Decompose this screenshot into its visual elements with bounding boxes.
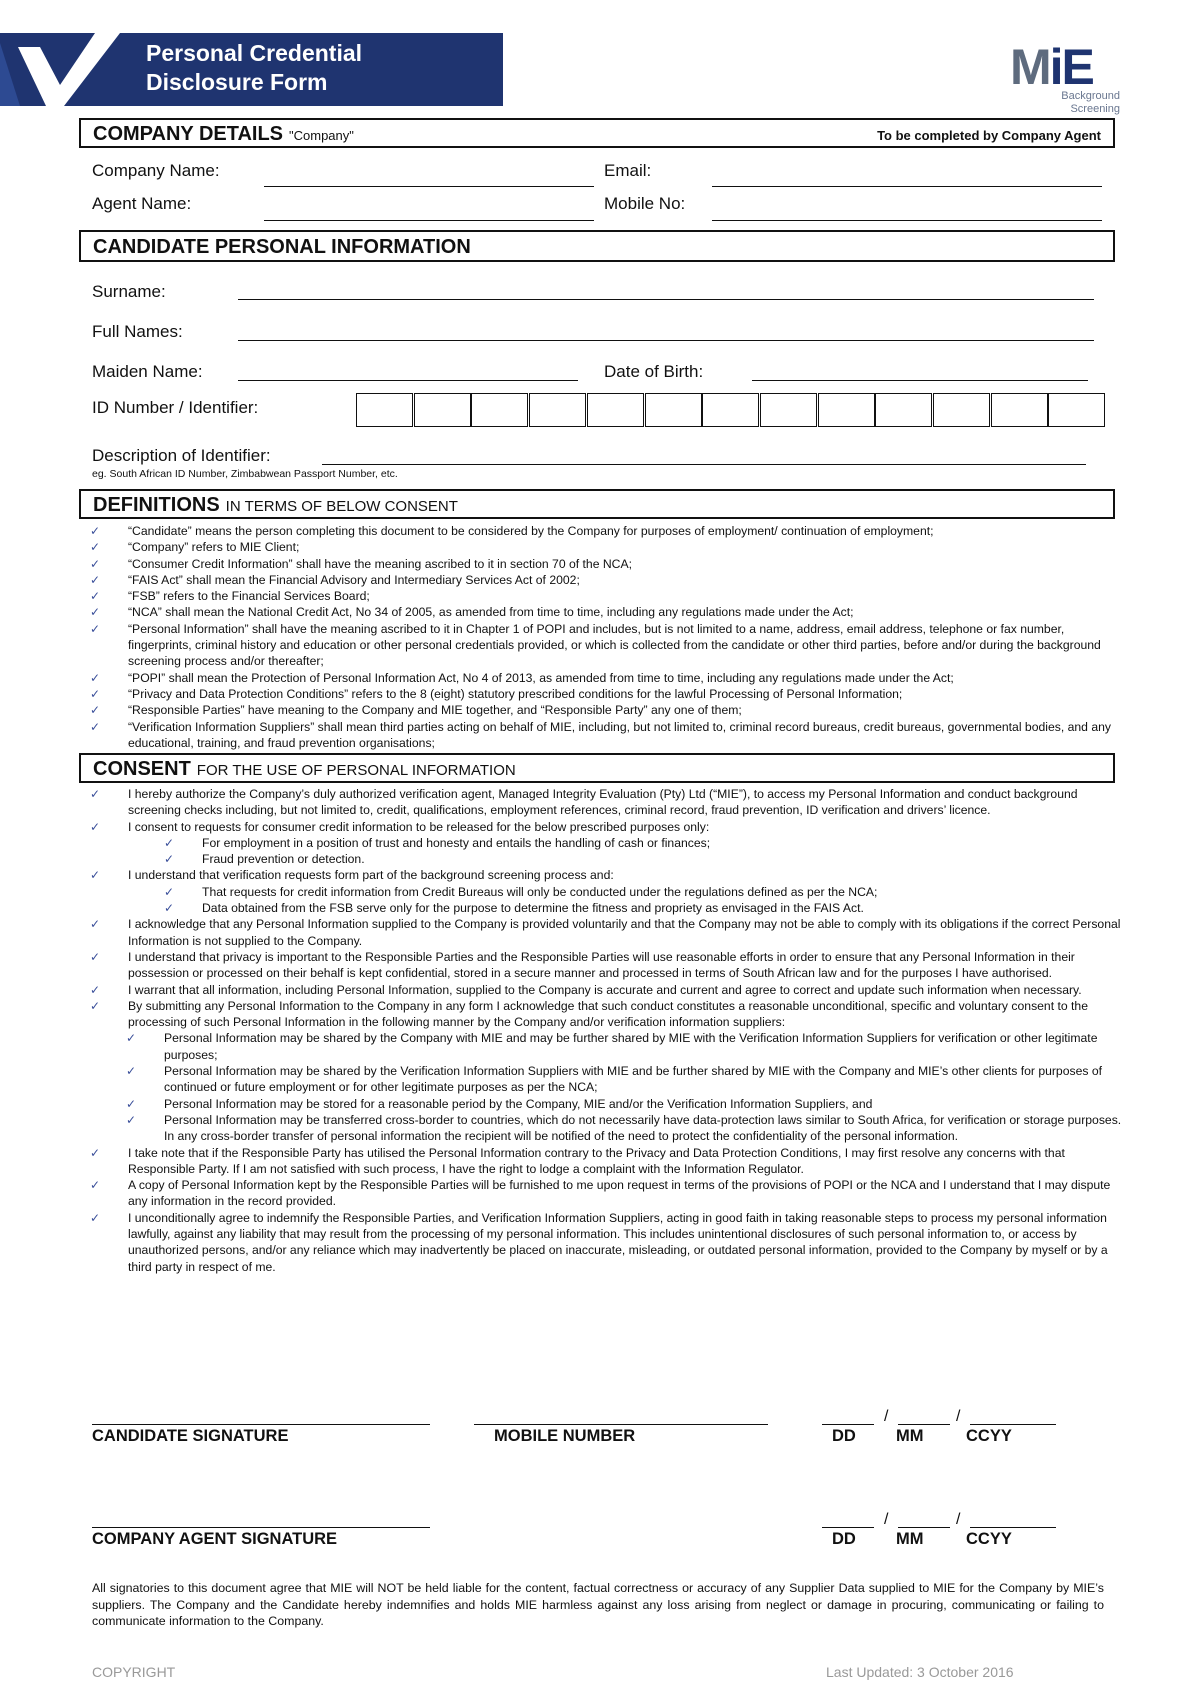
- full-names-field[interactable]: [238, 340, 1094, 341]
- check-bullet-icon: ✓: [126, 1112, 137, 1127]
- check-bullet-icon: ✓: [90, 982, 101, 997]
- date-mm-field-1[interactable]: [898, 1424, 950, 1425]
- definition-text: “NCA” shall mean the National Credit Act, No 34 of 2005, as amended from time to time, including any regulations made under the Act;: [128, 605, 854, 620]
- date-dd-field-1[interactable]: [822, 1424, 874, 1425]
- consent-text: I take note that if the Responsible Party has utilised the Personal Information contrary to the Privacy and Data Protection Conditions, I may first resolve any concerns with that Responsible Party. If I am not satisfied with such process, I have the right to lodge a complaint with the Information Regulator.: [128, 1145, 1065, 1176]
- consent-item: [90, 1063, 1130, 1096]
- company-name-field[interactable]: [264, 186, 594, 187]
- check-bullet-icon: ✓: [90, 787, 101, 801]
- id-digit-box[interactable]: [818, 393, 875, 427]
- check-bullet-icon: ✓: [90, 1145, 101, 1160]
- consent-text: I unconditionally agree to indemnify the Responsible Parties, and Verification Information Suppliers, acting in good faith in taking reasonable steps to process my personal information lawfully, against any liability that may result from the processing of my personal information. This includes unintentional disclosures of such personal information to, or access by unauthorized persons, and/or any reliance which may inadvertently be placed on inaccurate, misleading, or outdated personal information, provided to the Company by myself or by a third party in respect of me.: [128, 1210, 1108, 1274]
- mobile-label: Mobile No:: [604, 194, 686, 213]
- consent-text: I acknowledge that any Personal Information supplied to the Company is provided voluntarily and that the Company may not be able to comply with its obligations if the correct Personal Information is not supplied to the Company.: [128, 917, 1121, 948]
- copyright-text: COPYRIGHT: [92, 1664, 176, 1680]
- check-bullet-icon: ✓: [90, 524, 101, 538]
- consent-item: [90, 1112, 1130, 1145]
- maiden-name-label: Maiden Name:: [92, 362, 203, 381]
- definition-item: [90, 588, 1130, 604]
- definition-item: [90, 702, 1130, 718]
- checkmark-logo-icon: [0, 33, 140, 106]
- consent-item: [90, 1096, 1130, 1112]
- form-title-line1: Personal Credential: [146, 40, 363, 66]
- id-digit-box[interactable]: [1048, 393, 1105, 427]
- definition-item: [90, 621, 1130, 670]
- consent-item: [90, 1177, 1130, 1210]
- consent-text: Personal Information may be shared by the Verification Information Suppliers with MIE and be further shared by MIE with the Company and MIE’s other clients for purposes of continued or future employment or for other legitimate purposes as per the NCA;: [164, 1064, 1103, 1095]
- check-bullet-icon: ✓: [90, 1210, 101, 1225]
- id-number-label: ID Number / Identifier:: [92, 398, 259, 417]
- check-bullet-icon: ✓: [90, 540, 101, 555]
- consent-text: I hereby authorize the Company’s duly authorized verification agent, Managed Integrity Evaluation (Pty) Ltd (“MIE”), to access my Personal Information and conduct background screening checks including, but not limited to, credit, qualifications, employment references, criminal record, fraud prevention, ID verification and drivers’ licence.: [128, 787, 1078, 818]
- definition-item: [90, 556, 1130, 572]
- last-updated-text: Last Updated: 3 October 2016: [826, 1664, 1014, 1680]
- id-digit-box[interactable]: [356, 393, 413, 427]
- consent-item: [90, 1145, 1130, 1178]
- mie-brand: MiE: [1010, 39, 1093, 95]
- definitions-list: [90, 523, 1130, 751]
- definition-text: “POPI” shall mean the Protection of Personal Information Act, No 4 of 2013, as amended from time to time, including any regulations made under the Act;: [128, 670, 954, 685]
- maiden-name-field[interactable]: [238, 380, 578, 381]
- agent-signature-label: COMPANY AGENT SIGNATURE: [92, 1530, 338, 1548]
- consent-item: [90, 884, 1130, 900]
- agent-name-field[interactable]: [264, 220, 594, 221]
- check-bullet-icon: ✓: [90, 949, 101, 964]
- consent-item: [90, 916, 1130, 949]
- surname-field[interactable]: [238, 299, 1094, 300]
- check-bullet-icon: ✓: [164, 852, 175, 867]
- consent-item: [90, 998, 1130, 1031]
- definitions-section: [79, 489, 1115, 519]
- definition-text: “Candidate” means the person completing this document to be considered by the Company for purposes of employment/ continuation of employment;: [128, 524, 934, 538]
- id-digit-box[interactable]: [471, 393, 528, 427]
- mm-label: MM: [896, 1530, 924, 1548]
- check-bullet-icon: ✓: [90, 998, 101, 1013]
- dd-label: DD: [832, 1530, 856, 1548]
- id-digit-box[interactable]: [529, 393, 586, 427]
- consent-text: I warrant that all information, including Personal Information, supplied to the Company is accurate and current and agree to correct and update such information when necessary.: [128, 982, 1082, 997]
- check-bullet-icon: ✓: [164, 901, 175, 916]
- definition-text: “FAIS Act” shall mean the Financial Advisory and Intermediary Services Act of 2002;: [128, 572, 580, 587]
- id-digit-box[interactable]: [760, 393, 817, 427]
- full-names-label: Full Names:: [92, 322, 183, 341]
- check-bullet-icon: ✓: [90, 686, 101, 701]
- company-name-label: Company Name:: [92, 161, 220, 180]
- consent-text: Personal Information may be transferred cross-border to countries, which do not necessarily have data-protection laws similar to South Africa, for verification or storage purposes. In any cross-border transfer of personal information the recipient will be notified of the need to protect the confidentiality of the personal information.: [164, 1112, 1122, 1144]
- dd-label: DD: [832, 1427, 856, 1445]
- consent-item: [90, 835, 1130, 851]
- check-bullet-icon: ✓: [90, 868, 101, 883]
- consent-item: [90, 867, 1130, 883]
- consent-text: I understand that privacy is important to the Responsible Parties and the Responsible Parties will use reasonable efforts in order to ensure that any Personal Information in their possession or processed on their behalf is kept confidential, stored in a secure manner and processed in terms of South African law and for the purposes I have authorised.: [128, 949, 1075, 981]
- definition-text: “Consumer Credit Information” shall have the meaning ascribed to it in section 70 of the NCA;: [128, 556, 632, 571]
- logo-tagline: Background Screening: [1061, 90, 1120, 115]
- consent-text: Personal Information may be stored for a reasonable period by the Company, MIE and/or the Verification Information Suppliers, and: [164, 1096, 873, 1111]
- check-bullet-icon: ✓: [90, 605, 101, 620]
- date-slash: /: [956, 1408, 961, 1425]
- mie-logo: [1010, 20, 1120, 120]
- id-digit-box[interactable]: [414, 393, 471, 427]
- mm-label: MM: [896, 1427, 924, 1445]
- definition-item: [90, 523, 1130, 539]
- date-slash: /: [884, 1408, 889, 1425]
- consent-text: A copy of Personal Information kept by the Responsible Parties will be furnished to me upon request in terms of the provisions of POPI or the NCA and I understand that I may dispute any information in the record provided.: [128, 1178, 1111, 1209]
- dob-field[interactable]: [752, 380, 1088, 381]
- definition-text: “Company” refers to MIE Client;: [128, 540, 300, 555]
- consent-text: Personal Information may be shared by the Company with MIE and may be further shared by MIE with the Verification Information Suppliers for verification or other legitimate purposes;: [164, 1031, 1098, 1062]
- agent-signature-field[interactable]: [92, 1527, 430, 1528]
- ccyy-label: CCYY: [966, 1427, 1012, 1445]
- consent-text: Fraud prevention or detection.: [202, 852, 365, 867]
- mobile-field[interactable]: [712, 220, 1102, 221]
- definition-text: “Personal Information” shall have the meaning ascribed to it in Chapter 1 of POPI and includes, but is not limited to a name, address, email address, telephone or fax number, fingerprints, criminal history and education or other personal credentials provided, or which is collected from the candidate or other third parties, before and/or during the background screening process and/or thereafter;: [128, 621, 1101, 669]
- completed-by-note: To be completed by Company Agent: [877, 128, 1101, 143]
- surname-label: Surname:: [92, 282, 166, 301]
- date-ccyy-field-1[interactable]: [970, 1424, 1056, 1425]
- check-bullet-icon: ✓: [164, 884, 175, 899]
- consent-section: [79, 753, 1115, 783]
- company-details-section: [79, 118, 1115, 148]
- consent-text: Data obtained from the FSB serve only for the purpose to determine the fitness and propriety as envisaged in the FAIS Act.: [202, 901, 864, 916]
- section-heading: DEFINITIONS IN TERMS OF BELOW CONSENT: [93, 494, 458, 516]
- candidate-signature-label: CANDIDATE SIGNATURE: [92, 1427, 289, 1445]
- section-heading: CANDIDATE PERSONAL INFORMATION: [93, 236, 471, 258]
- check-bullet-icon: ✓: [164, 835, 175, 850]
- identifier-example: eg. South African ID Number, Zimbabwean Passport Number, etc.: [92, 468, 398, 480]
- check-bullet-icon: ✓: [126, 1064, 137, 1079]
- id-digit-box[interactable]: [702, 393, 759, 427]
- id-digit-box[interactable]: [587, 393, 644, 427]
- id-digit-box[interactable]: [875, 393, 932, 427]
- definition-text: “Verification Information Suppliers” shall mean third parties acting on behalf of MIE, including, but not limited to, criminal record bureaus, credit bureaus, governmental bodies, and any educational, training, and fraud prevention organisations;: [128, 719, 1111, 750]
- consent-item: [90, 851, 1130, 867]
- consent-text: I consent to requests for consumer credit information to be released for the below prescribed purposes only:: [128, 819, 710, 834]
- consent-text: I understand that verification requests form part of the background screening process and:: [128, 868, 614, 883]
- check-bullet-icon: ✓: [90, 819, 101, 834]
- check-bullet-icon: ✓: [90, 917, 101, 932]
- consent-item: [90, 786, 1130, 819]
- definition-item: [90, 539, 1130, 555]
- id-digit-box[interactable]: [991, 393, 1048, 427]
- definition-item: [90, 719, 1130, 752]
- section-heading: CONSENT FOR THE USE OF PERSONAL INFORMATION: [93, 758, 516, 780]
- definition-text: “FSB” refers to the Financial Services Board;: [128, 589, 370, 604]
- dob-label: Date of Birth:: [604, 362, 704, 381]
- definition-item: [90, 670, 1130, 686]
- check-bullet-icon: ✓: [90, 589, 101, 604]
- email-label: Email:: [604, 161, 652, 180]
- form-header-banner: [0, 33, 503, 106]
- identifier-description-field[interactable]: [322, 464, 1086, 465]
- consent-item: [90, 949, 1130, 982]
- definition-item: [90, 686, 1130, 702]
- mobile-number-field[interactable]: [474, 1424, 768, 1425]
- email-field[interactable]: [712, 186, 1102, 187]
- date-mm-field-2[interactable]: [898, 1527, 950, 1528]
- consent-item: [90, 1210, 1130, 1275]
- check-bullet-icon: ✓: [126, 1096, 137, 1111]
- ccyy-label: CCYY: [966, 1530, 1012, 1548]
- consent-list: [90, 786, 1130, 1275]
- definition-item: [90, 604, 1130, 620]
- consent-text: By submitting any Personal Information to the Company in any form I acknowledge that such conduct constitutes a reasonable unconditional, specific and voluntary consent to the processing of such Personal Information in the following manner by the Company and/or verification information suppliers:: [128, 998, 1088, 1030]
- consent-item: [90, 900, 1130, 916]
- definition-text: “Privacy and Data Protection Conditions” refers to the 8 (eight) statutory prescribed conditions for the lawful Processing of Personal Information;: [128, 686, 903, 701]
- check-bullet-icon: ✓: [90, 556, 101, 571]
- check-bullet-icon: ✓: [126, 1031, 137, 1046]
- check-bullet-icon: ✓: [90, 621, 101, 636]
- check-bullet-icon: ✓: [90, 670, 101, 685]
- check-bullet-icon: ✓: [90, 719, 101, 734]
- definition-text: “Responsible Parties” have meaning to the Company and MIE together, and “Responsible Party” any one of them;: [128, 703, 742, 718]
- candidate-signature-field[interactable]: [92, 1424, 430, 1425]
- date-slash: /: [884, 1511, 889, 1528]
- liability-disclaimer: All signatories to this document agree that MIE will NOT be held liable for the content, factual correctness or accuracy of any Supplier Data supplied to MIE for the Company by MIE’s suppliers. The Company and the Candidate hereby indemnifies and holds MIE harmless against any loss arising from neglect or damage in procuring, communicating or failing to communicate information to the Company.: [92, 1581, 1104, 1628]
- consent-text: That requests for credit information from Credit Bureaus will only be conducted under the regulations defined as per the NCA;: [202, 884, 878, 899]
- section-heading: COMPANY DETAILS "Company": [93, 123, 354, 145]
- id-digit-box[interactable]: [645, 393, 702, 427]
- check-bullet-icon: ✓: [90, 572, 101, 587]
- identifier-description-label: Description of Identifier:: [92, 446, 271, 465]
- consent-item: [90, 982, 1130, 998]
- date-dd-field-2[interactable]: [822, 1527, 874, 1528]
- date-slash: /: [956, 1511, 961, 1528]
- agent-name-label: Agent Name:: [92, 194, 192, 213]
- consent-text: For employment in a position of trust and honesty and entails the handling of cash or finances;: [202, 835, 711, 850]
- id-digit-box[interactable]: [933, 393, 990, 427]
- candidate-section: [79, 230, 1115, 262]
- form-title-line2: Disclosure Form: [146, 69, 328, 95]
- check-bullet-icon: ✓: [90, 1178, 101, 1193]
- mobile-number-label: MOBILE NUMBER: [494, 1427, 636, 1445]
- definition-item: [90, 572, 1130, 588]
- check-bullet-icon: ✓: [90, 703, 101, 718]
- date-ccyy-field-2[interactable]: [970, 1527, 1056, 1528]
- consent-item: [90, 1030, 1130, 1063]
- consent-item: [90, 819, 1130, 835]
